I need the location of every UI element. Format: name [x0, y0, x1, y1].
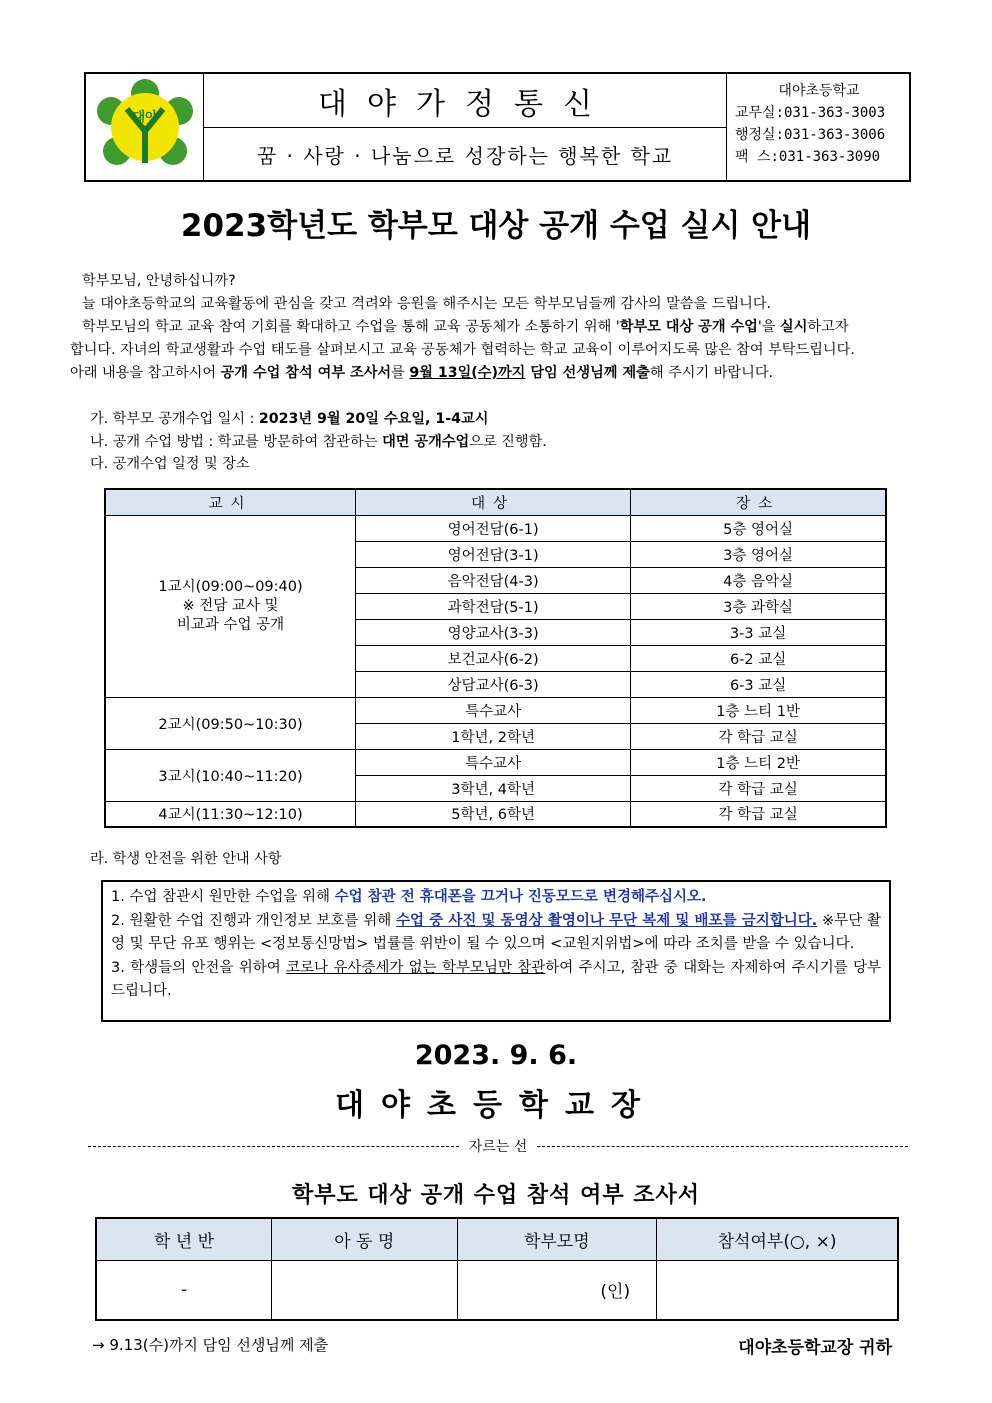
class-field[interactable]: -	[96, 1260, 272, 1320]
period-cell: 3교시(10:40~11:20)	[105, 749, 356, 801]
target-cell: 3학년, 4학년	[356, 775, 631, 801]
target-cell: 영양교사(3-3)	[356, 619, 631, 645]
place-cell: 4층 음악실	[631, 567, 886, 593]
cut-label: 자르는 선	[468, 1139, 528, 1155]
target-cell: 보건교사(6-2)	[356, 645, 631, 671]
intro-line: 합니다. 자녀의 학교생활과 수업 태도를 살펴보시고 교육 공동체가 협력하는 학교 교육이 이루어지도록 많은 참여 부탁드립니다.	[70, 342, 855, 358]
cut-dash	[88, 1146, 459, 1147]
period-cell: 1교시(09:00~09:40) ※ 전담 교사 및 비교과 수업 공개	[105, 515, 356, 697]
column-header: 학 년 반	[96, 1218, 272, 1260]
seal-mark: (인)	[600, 1282, 631, 1303]
period-cell: 2교시(09:50~10:30)	[105, 697, 356, 749]
place-cell: 6-3 교실	[631, 671, 886, 697]
place-cell: 3층 영어실	[631, 541, 886, 567]
schedule-table	[104, 488, 887, 828]
table-row	[96, 1260, 898, 1320]
greeting: 학부모님, 안녕하십니까?	[82, 273, 236, 289]
place-cell: 6-2 교실	[631, 645, 886, 671]
svg-text:대야: 대야	[131, 110, 158, 125]
target-cell: 영어전담(6-1)	[356, 515, 631, 541]
recipient-line: 대야초등학교장 귀하	[738, 1338, 892, 1358]
submission-note: → 9.13(수)까지 담임 선생님께 제출	[92, 1336, 329, 1354]
newsletter-title-cell	[204, 74, 727, 180]
table-header-row	[105, 489, 886, 515]
column-header: 장소	[631, 489, 886, 515]
table-row	[105, 749, 886, 775]
target-cell: 1학년, 2학년	[356, 723, 631, 749]
target-cell: 특수교사	[356, 749, 631, 775]
safety-label: 라. 학생 안전을 위한 안내 사항	[90, 851, 282, 867]
contact-line: 행정실:031-363-3006	[735, 127, 886, 143]
safety-notice-box	[101, 880, 891, 1022]
table-row	[105, 515, 886, 541]
safety-item: 2. 원활한 수업 진행과 개인정보 보호를 위해 수업 중 사진 및 동영상 촬영이나 무단 복제 및 배포를 금지합니다. ※무단 촬영 및 무단 유포 행위는 <정보통신망법> 법률를 위반이 될 수 있으며 <교원지위법>에 따라 조치를 받을 수 있습니다.	[111, 912, 882, 952]
school-slogan: 꿈 · 사랑 · 나눔으로 성장하는 행복한 학교	[256, 143, 674, 168]
target-cell: 5학년, 6학년	[356, 801, 631, 827]
contact-line: 교무실:031-363-3003	[735, 105, 886, 121]
intro-paragraph	[70, 270, 925, 385]
child-name-field[interactable]	[272, 1260, 458, 1320]
place-cell: 1층 느티 2반	[631, 749, 886, 775]
intro-line: 학부모님의 학교 교육 참여 기회를 확대하고 수업을 통해 교육 공동체가 소통하기 위해 '학부모 대상 공개 수업'을 실시하고자	[82, 319, 849, 335]
place-cell: 5층 영어실	[631, 515, 886, 541]
detail-date: 가. 학부모 공개수업 일시 : 2023년 9월 20일 수요일, 1-4교시	[90, 411, 489, 427]
place-cell: 1층 느티 1반	[631, 697, 886, 723]
target-cell: 음악전담(4-3)	[356, 567, 631, 593]
contact-line: 팩 스:031-363-3090	[735, 149, 881, 165]
school-name: 대야초등학교	[778, 83, 860, 99]
intro-line: 늘 대야초등학교의 교육활동에 관심을 갖고 격려와 응원을 해주시는 모든 학부모님들께 감사의 말씀을 드립니다.	[82, 296, 772, 312]
place-cell: 각 학급 교실	[631, 723, 886, 749]
event-details	[90, 408, 547, 476]
place-cell: 3-3 교실	[631, 619, 886, 645]
safety-item: 1. 수업 참관시 원만한 수업을 위해 수업 참관 전 휴대폰을 끄거나 진동모드로 변경해주십시오.	[111, 889, 707, 905]
table-row	[105, 801, 886, 827]
newsletter-title: 대야가정통신	[204, 74, 726, 128]
principal-signature: 대야초등학교장	[335, 1088, 657, 1123]
place-cell: 각 학급 교실	[631, 775, 886, 801]
parent-name-field[interactable]	[457, 1260, 657, 1320]
page-title: 2023학년도 학부모 대상 공개 수업 실시 안내	[180, 208, 812, 244]
period-cell: 4교시(11:30~12:10)	[105, 801, 356, 827]
detail-schedule-label: 다. 공개수업 일정 및 장소	[90, 456, 250, 472]
column-header: 아 동 명	[272, 1218, 458, 1260]
target-cell: 영어전담(3-1)	[356, 541, 631, 567]
issue-date: 2023. 9. 6.	[414, 1040, 578, 1071]
detail-method: 나. 공개 수업 방법 : 학교를 방문하여 참관하는 대면 공개수업으로 진행함.	[90, 433, 547, 450]
contact-info	[727, 74, 909, 180]
target-cell: 상담교사(6-3)	[356, 671, 631, 697]
intro-line: 아래 내용을 참고하시어 공개 수업 참석 여부 조사서를 9월 13일(수)까지 담임 선생님께 제출해 주시기 바랍니다.	[70, 365, 774, 381]
survey-table	[95, 1217, 899, 1321]
cut-dash	[537, 1146, 908, 1147]
target-cell: 특수교사	[356, 697, 631, 723]
target-cell: 과학전담(5-1)	[356, 593, 631, 619]
safety-item: 3. 학생들의 안전을 위하여 코로나 유사증세가 없는 학부모님만 참관하여 주시고, 참관 중 대화는 자제하여 주시기를 당부드립니다.	[111, 959, 881, 999]
newsletter-header	[84, 72, 911, 182]
school-logo-cell	[86, 74, 204, 180]
table-header-row	[96, 1218, 898, 1260]
column-header: 참석여부(○, ×)	[657, 1218, 898, 1260]
attendance-field[interactable]	[657, 1260, 898, 1320]
table-row	[105, 697, 886, 723]
place-cell: 각 학급 교실	[631, 801, 886, 827]
place-cell: 3층 과학실	[631, 593, 886, 619]
column-header: 학부모명	[457, 1218, 657, 1260]
survey-title: 학부도 대상 공개 수업 참석 여부 조사서	[292, 1183, 700, 1208]
column-header: 대상	[356, 489, 631, 515]
column-header: 교시	[105, 489, 356, 515]
cut-line	[88, 1136, 908, 1156]
school-logo-icon	[93, 79, 197, 175]
